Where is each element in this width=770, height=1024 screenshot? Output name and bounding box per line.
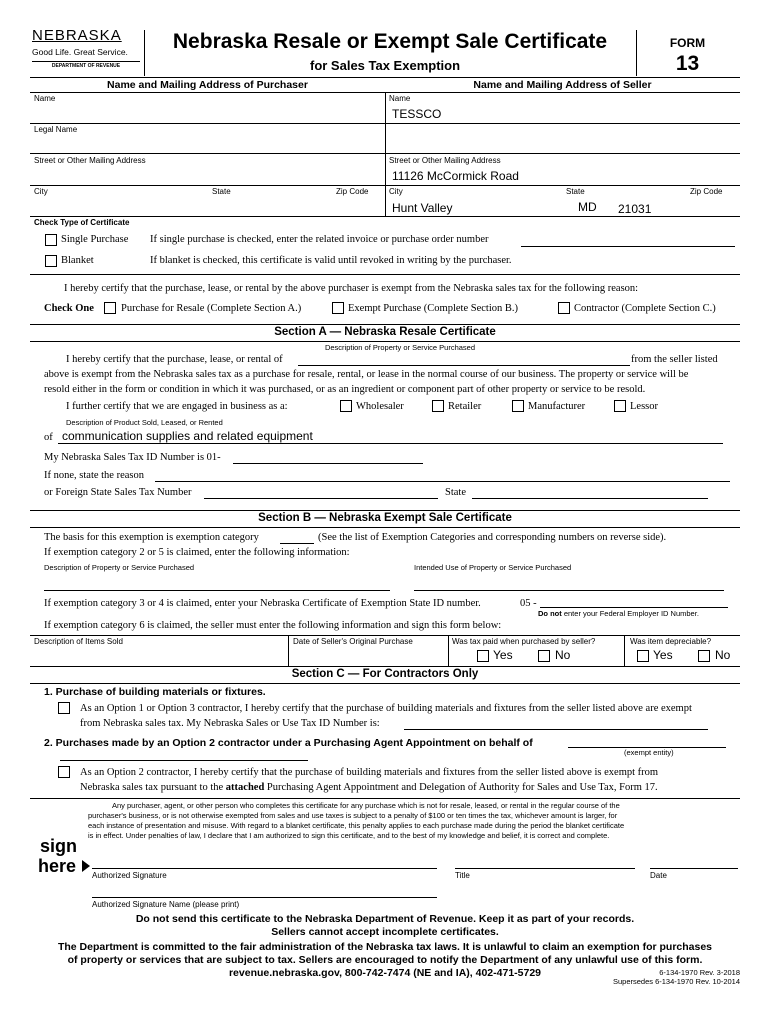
logo-name: NEBRASKA bbox=[32, 27, 122, 44]
section-c-item1-text2: from Nebraska sales tax. My Nebraska Sales or Use Tax ID Number is: bbox=[80, 718, 380, 729]
tax-id-line[interactable] bbox=[233, 463, 423, 464]
basis-start: The basis for this exemption is exemption category bbox=[44, 532, 259, 543]
blanket-label: Blanket bbox=[61, 255, 94, 266]
seller-zip-value[interactable]: 21031 bbox=[618, 202, 652, 216]
logo-tagline: Good Life. Great Service. bbox=[32, 47, 128, 57]
purchaser-state-label: State bbox=[212, 187, 231, 196]
footer-contact: revenue.nebraska.gov, 800-742-7474 (NE and IA), 402-471-5729 bbox=[228, 967, 542, 979]
category-3-4-text: If exemption category 3 or 4 is claimed, enter your Nebraska Certificate of Exemption State ID number. bbox=[44, 598, 481, 609]
blanket-checkbox[interactable] bbox=[45, 255, 57, 267]
footer-line-2: Sellers cannot accept incomplete certificates. bbox=[271, 926, 499, 938]
manufacturer-label: Manufacturer bbox=[528, 401, 586, 412]
category-2-5-text: If exemption category 2 or 5 is claimed, enter the following information: bbox=[44, 547, 350, 558]
section-a-title: Section A — Nebraska Resale Certificate bbox=[274, 326, 496, 338]
here-label: here bbox=[38, 856, 77, 876]
penalty-line-1: Any purchaser, agent, or other person who completes this certificate for any purchase which is not for resale, leased, or rental in the regular course of the bbox=[112, 801, 620, 810]
certificate-type-heading: Check Type of Certificate bbox=[34, 218, 130, 227]
state-id-line[interactable] bbox=[540, 607, 728, 608]
purchaser-street-label: Street or Other Mailing Address bbox=[34, 156, 146, 165]
single-purchase-checkbox[interactable] bbox=[45, 234, 57, 246]
retailer-label: Retailer bbox=[448, 401, 482, 412]
purchaser-name-label: Name bbox=[34, 94, 56, 103]
contractor-checkbox[interactable] bbox=[558, 302, 570, 314]
logo-department: DEPARTMENT OF REVENUE bbox=[51, 63, 121, 69]
sign-arrow-icon bbox=[82, 860, 90, 872]
section-a-line1-start: I hereby certify that the purchase, lease, or rental of bbox=[66, 354, 283, 365]
revision-number: 6-134-1970 Rev. 3-2018 bbox=[659, 968, 740, 977]
footer-line-1: Do not send this certificate to the Nebraska Department of Revenue. Keep it as part of your records. bbox=[135, 913, 635, 925]
authorized-name-label: Authorized Signature Name (please print) bbox=[92, 900, 240, 909]
depreciable-no-checkbox[interactable] bbox=[698, 650, 710, 662]
section-a-desc-caption: Description of Property or Service Purchased bbox=[324, 343, 476, 352]
product-value[interactable]: communication supplies and related equipment bbox=[62, 429, 313, 443]
option-1-3-checkbox[interactable] bbox=[58, 702, 70, 714]
exempt-entity-caption: (exempt entity) bbox=[624, 748, 674, 757]
foreign-tax-line[interactable] bbox=[204, 498, 438, 499]
resale-checkbox[interactable] bbox=[104, 302, 116, 314]
tax-id-label: My Nebraska Sales Tax ID Number is 01- bbox=[44, 452, 221, 463]
section-c-item2-heading: 2. Purchases made by an Option 2 contractor under a Purchasing Agent Appointment on behalf of bbox=[44, 737, 533, 749]
blanket-text: If blanket is checked, this certificate is valid until revoked in writing by the purchaser. bbox=[150, 255, 512, 266]
depreciable-yes-label: Yes bbox=[653, 648, 673, 662]
penalty-line-3: each instance of presentation and misuse. With regard to a blanket certificate, this penalty applies to each purchase made during the period the blanket certificate bbox=[88, 821, 625, 830]
fein-note: Do not enter your Federal Employer ID Number. bbox=[538, 609, 699, 618]
section-a-line2: above is exempt from the Nebraska sales tax as a purchase for resale, rental, or lease in the normal course of our business. The property or service will be bbox=[44, 369, 689, 380]
seller-city-value[interactable]: Hunt Valley bbox=[392, 201, 453, 215]
business-type-text: I further certify that we are engaged in business as a: bbox=[66, 401, 288, 412]
purchaser-zip-label: Zip Code bbox=[336, 187, 369, 196]
authorized-signature-label: Authorized Signature bbox=[92, 871, 167, 880]
of-label: of bbox=[44, 432, 53, 443]
form-number: 13 bbox=[675, 52, 700, 75]
manufacturer-checkbox[interactable] bbox=[512, 400, 524, 412]
exemption-category-line[interactable] bbox=[280, 543, 314, 544]
section-b-desc-caption: Description of Property or Service Purchased bbox=[44, 563, 195, 572]
section-c-item1-heading: 1. Purchase of building materials or fixtures. bbox=[44, 686, 266, 698]
title-line[interactable] bbox=[455, 868, 635, 869]
section-a-line3: resold either in the form or condition in which it was purchased, or as an ingredient or component part of other property or service to be resold. bbox=[44, 384, 646, 395]
intended-use-caption: Intended Use of Property or Service Purchased bbox=[414, 563, 572, 572]
section-b-description-line[interactable] bbox=[44, 590, 390, 591]
seller-heading: Name and Mailing Address of Seller bbox=[473, 79, 652, 91]
purchaser-city-label: City bbox=[34, 187, 48, 196]
seller-name-value[interactable]: TESSCO bbox=[392, 107, 442, 121]
tax-paid-yes-checkbox[interactable] bbox=[477, 650, 489, 662]
category-3-4-prefix: 05 - bbox=[520, 598, 537, 609]
tax-paid-yes-label: Yes bbox=[493, 648, 513, 662]
authorized-signature-line[interactable] bbox=[92, 868, 437, 869]
seller-state-label: State bbox=[566, 187, 585, 196]
contractor-tax-id-line[interactable] bbox=[404, 729, 708, 730]
section-a-line1-end: from the seller listed bbox=[631, 354, 718, 365]
items-sold-column: Description of Items Sold bbox=[34, 637, 123, 646]
purchaser-heading: Name and Mailing Address of Purchaser bbox=[107, 79, 308, 91]
none-reason-label: If none, state the reason bbox=[44, 470, 145, 481]
date-line[interactable] bbox=[650, 868, 738, 869]
basis-end: (See the list of Exemption Categories and corresponding numbers on reverse side). bbox=[318, 532, 667, 543]
foreign-state-label: State bbox=[445, 487, 466, 498]
title-label: Title bbox=[455, 871, 470, 880]
lessor-checkbox[interactable] bbox=[614, 400, 626, 412]
seller-state-value[interactable]: MD bbox=[578, 200, 597, 214]
form-title: Nebraska Resale or Exempt Sale Certificate bbox=[172, 30, 608, 53]
none-reason-line[interactable] bbox=[155, 481, 730, 482]
option-2-checkbox[interactable] bbox=[58, 766, 70, 778]
authorized-name-line[interactable] bbox=[92, 897, 437, 898]
tax-paid-no-label: No bbox=[555, 648, 571, 662]
foreign-state-line[interactable] bbox=[472, 498, 708, 499]
resale-option-label: Purchase for Resale (Complete Section A.) bbox=[121, 303, 302, 314]
intended-use-line[interactable] bbox=[414, 590, 724, 591]
department-logo bbox=[32, 28, 140, 76]
footer-line-3: The Department is committed to the fair administration of the Nebraska tax laws. It is unlawful to claim an exemption for purchases bbox=[57, 941, 713, 953]
contractor-option-label: Contractor (Complete Section C.) bbox=[574, 303, 716, 314]
depreciable-yes-checkbox[interactable] bbox=[637, 650, 649, 662]
retailer-checkbox[interactable] bbox=[432, 400, 444, 412]
supersedes-note: Supersedes 6-134-1970 Rev. 10-2014 bbox=[612, 977, 740, 986]
penalty-line-4: is in effect. Under penalties of law, I declare that I am authorized to sign this certificate, and to the best of my knowledge and belief, it is correct and complete. bbox=[88, 831, 610, 840]
sign-label: sign bbox=[40, 836, 78, 856]
section-c-item2-text1: As an Option 2 contractor, I hereby certify that the purchase of building materials and fixtures from the seller listed above is exempt from bbox=[80, 767, 659, 778]
single-purchase-label: Single Purchase bbox=[61, 234, 129, 245]
seller-street-label: Street or Other Mailing Address bbox=[389, 156, 501, 165]
seller-name-label: Name bbox=[389, 94, 411, 103]
section-c-title: Section C — For Contractors Only bbox=[291, 668, 479, 680]
footer-line-4: of property or services that are subject to tax. Sellers are encouraged to notify the Department of any unlawful use of this form. bbox=[67, 954, 703, 966]
section-a-property-line[interactable] bbox=[298, 365, 630, 366]
category-6-text: If exemption category 6 is claimed, the seller must enter the following information and sign this form below: bbox=[44, 620, 502, 631]
wholesaler-label: Wholesaler bbox=[356, 401, 404, 412]
single-purchase-text: If single purchase is checked, enter the related invoice or purchase order number bbox=[150, 234, 489, 245]
depreciable-no-label: No bbox=[715, 648, 731, 662]
penalty-line-2: purchaser's business, or is not otherwise exempted from sales and use taxes is subject to a penalty of $100 or ten times the tax, whichever amount is larger, for bbox=[88, 811, 618, 820]
check-one-label: Check One bbox=[44, 303, 94, 314]
depreciable-column: Was item depreciable? bbox=[630, 637, 712, 646]
section-c-item2-text2: Nebraska sales tax pursuant to the attached Purchasing Agent Appointment and Delegation of Authority for Sales and Use Tax, Form 17. bbox=[80, 782, 658, 793]
exempt-purchase-checkbox[interactable] bbox=[332, 302, 344, 314]
form-subtitle: for Sales Tax Exemption bbox=[309, 58, 461, 73]
section-b-title: Section B — Nebraska Exempt Sale Certificate bbox=[258, 512, 512, 524]
date-label: Date bbox=[650, 871, 667, 880]
invoice-number-line[interactable] bbox=[521, 246, 735, 247]
product-caption: Description of Product Sold, Leased, or Rented bbox=[66, 418, 223, 427]
foreign-tax-label: or Foreign State Sales Tax Number bbox=[44, 487, 192, 498]
lessor-label: Lessor bbox=[630, 401, 658, 412]
seller-zip-label: Zip Code bbox=[690, 187, 723, 196]
wholesaler-checkbox[interactable] bbox=[340, 400, 352, 412]
tax-paid-column: Was tax paid when purchased by seller? bbox=[452, 637, 596, 646]
original-purchase-date-column: Date of Seller's Original Purchase bbox=[293, 637, 413, 646]
seller-street-value[interactable]: 11126 McCormick Road bbox=[392, 169, 519, 183]
section-c-item1-text1: As an Option 1 or Option 3 contractor, I hereby certify that the purchase of building materials and fixtures from the seller listed above are exempt bbox=[80, 703, 692, 714]
seller-city-label: City bbox=[389, 187, 403, 196]
tax-paid-no-checkbox[interactable] bbox=[538, 650, 550, 662]
exempt-option-label: Exempt Purchase (Complete Section B.) bbox=[348, 303, 519, 314]
purchaser-legal-name-label: Legal Name bbox=[34, 125, 78, 134]
certify-statement: I hereby certify that the purchase, lease, or rental by the above purchaser is exempt from the Nebraska sales tax for the following reason: bbox=[64, 283, 639, 294]
form-label: FORM bbox=[669, 36, 706, 50]
